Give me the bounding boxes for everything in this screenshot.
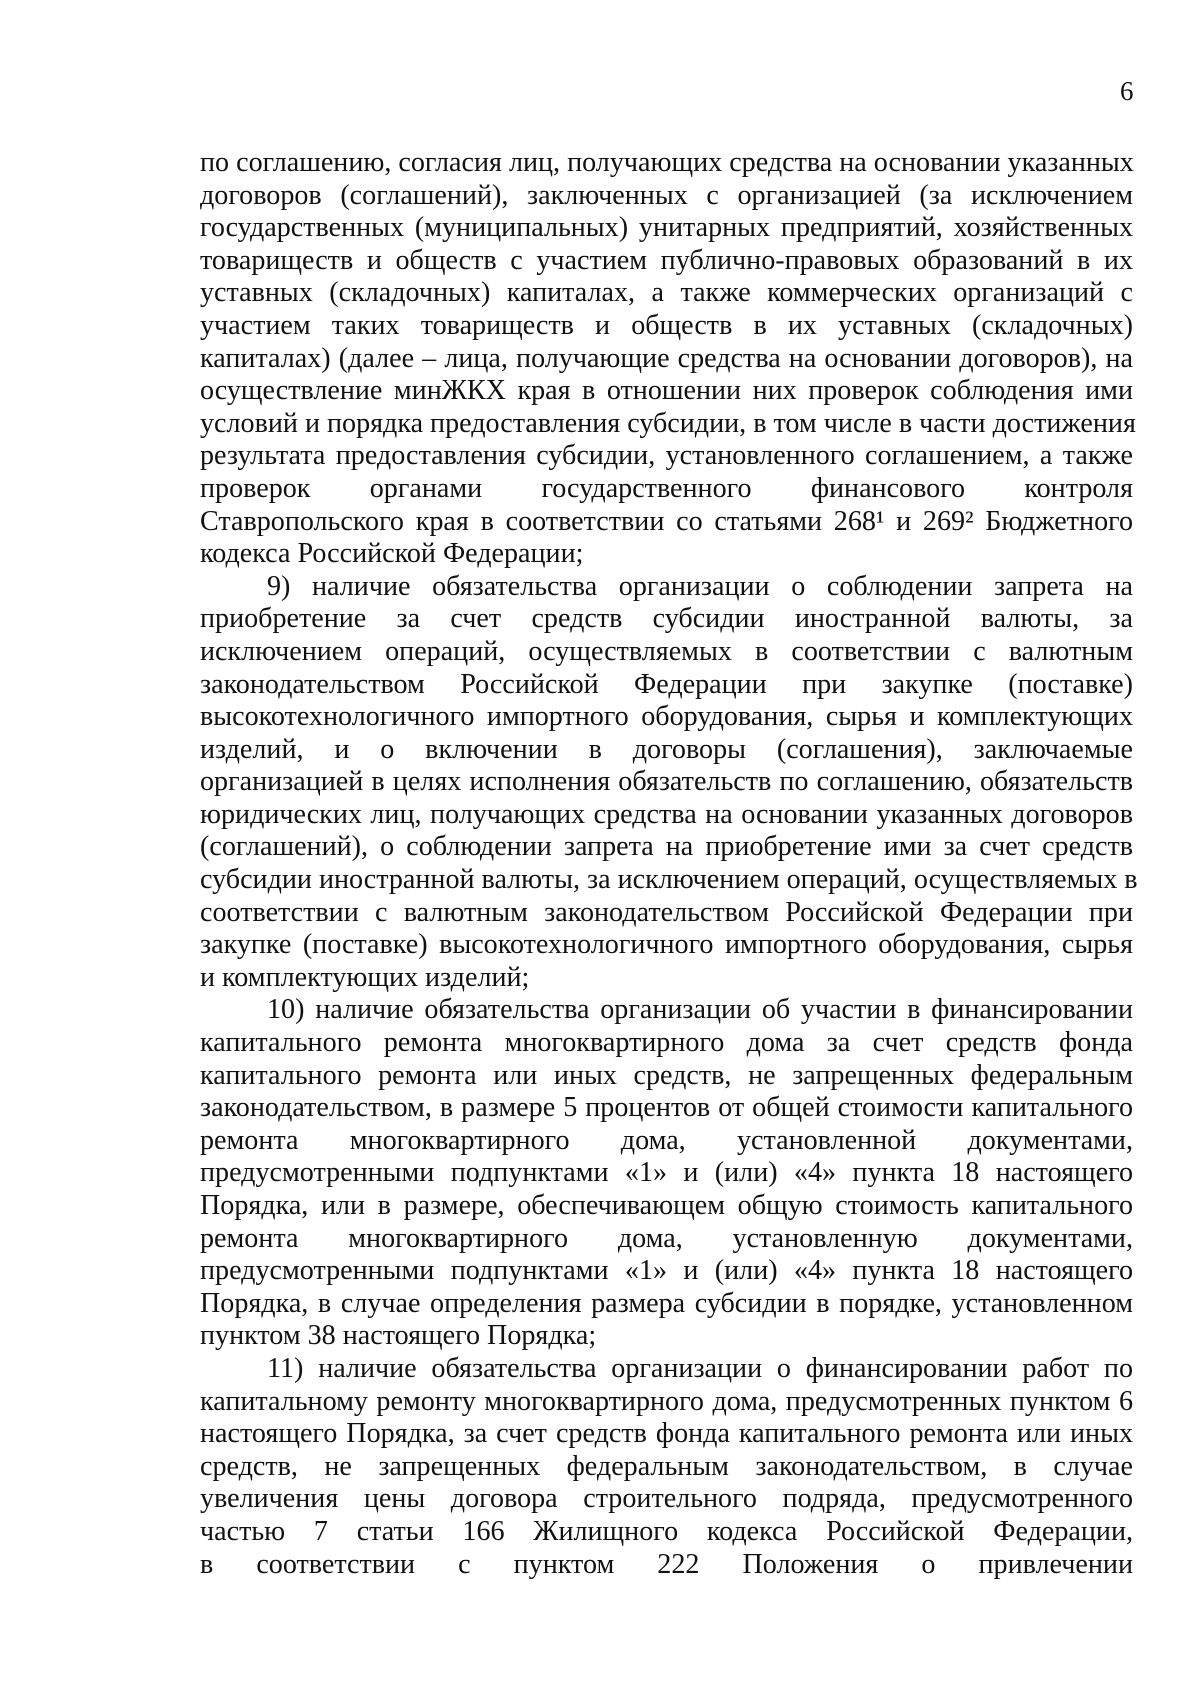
text-line: капитальному ремонту многоквартирного дома, предусмотренных пунктом 6	[200, 1385, 1133, 1417]
text-line: соответствии с валютным законодательством Российской Федерации при	[200, 896, 1133, 928]
text-line: товариществ и обществ с участием публично-правовых образований в их	[200, 244, 1133, 276]
text-line: уставных (складочных) капиталах, а также коммерческих организаций с	[200, 277, 1133, 309]
document-body	[200, 147, 1138, 1581]
text-line: капитального ремонта многоквартирного дома за счет средств фонда	[200, 1027, 1133, 1059]
text-line: юридических лиц, получающих средства на основании указанных договоров	[200, 798, 1133, 830]
text-line: ремонта многоквартирного дома, установленной документами,	[200, 1124, 1133, 1156]
text-line: осуществление минЖКХ края в отношении них проверок соблюдения ими	[200, 375, 1133, 407]
text-line: капиталах) (далее – лица, получающие средства на основании договоров), на	[200, 342, 1133, 374]
text-line: субсидии иностранной валюты, за исключением операций, осуществляемых в	[200, 864, 1138, 896]
text-line: Порядка, в случае определения размера субсидии в порядке, установленном	[200, 1287, 1133, 1319]
text-line: в соответствии с пунктом 222 Положения о привлечении	[200, 1548, 1133, 1580]
text-line: по соглашению, согласия лиц, получающих средства на основании указанных	[200, 147, 1134, 178]
text-line: исключением операций, осуществляемых в соответствии с валютным	[200, 635, 1133, 667]
text-line: государственных (муниципальных) унитарных предприятий, хозяйственных	[200, 212, 1133, 244]
text-line: капитального ремонта или иных средств, не запрещенных федеральным	[200, 1059, 1133, 1091]
text-line: Ставропольского края в соответствии со статьями 268¹ и 269² Бюджетного	[200, 505, 1133, 537]
text-line: условий и порядка предоставления субсидии, в том числе в части достижения	[200, 407, 1136, 439]
text-line: проверок органами государственного финансового контроля	[200, 472, 1133, 504]
text-line: частью 7 статьи 166 Жилищного кодекса Российской Федерации,	[200, 1515, 1133, 1547]
text-line: участием таких товариществ и обществ в их уставных (складочных)	[200, 309, 1133, 341]
text-line: кодекса Российской Федерации;	[200, 538, 584, 570]
text-line: и комплектующих изделий;	[200, 961, 530, 993]
text-line: результата предоставления субсидии, установленного соглашением, а также	[200, 440, 1133, 472]
text-line: Порядка, или в размере, обеспечивающем общую стоимость капитального	[200, 1190, 1133, 1221]
paragraph-first-line: 11) наличие обязательства организации о финансировании работ по	[267, 1352, 1133, 1384]
text-line: средств, не запрещенных федеральным законодательством, в случае	[200, 1450, 1133, 1482]
text-line: изделий, и о включении в договоры (соглашения), заключаемые	[200, 733, 1133, 765]
text-line: договоров (соглашений), заключенных с организацией (за исключением	[200, 179, 1133, 211]
text-line: высокотехнологичного импортного оборудования, сырья и комплектующих	[200, 701, 1133, 733]
text-line: ремонта многоквартирного дома, установленную документами,	[200, 1222, 1133, 1254]
paragraph-first-line: 10) наличие обязательства организации об участии в финансировании	[267, 994, 1133, 1026]
text-line: увеличения цены договора строительного подряда, предусмотренного	[200, 1483, 1133, 1515]
text-line: предусмотренными подпунктами «1» и (или) «4» пункта 18 настоящего	[200, 1157, 1133, 1189]
text-line: приобретение за счет средств субсидии иностранной валюты, за	[200, 603, 1133, 635]
text-line: законодательством, в размере 5 процентов от общей стоимости капитального	[200, 1092, 1133, 1124]
text-line: (соглашений), о соблюдении запрета на приобретение ими за счет средств	[200, 831, 1133, 863]
text-line: предусмотренными подпунктами «1» и (или) «4» пункта 18 настоящего	[200, 1255, 1133, 1287]
text-line: закупке (поставке) высокотехнологичного импортного оборудования, сырья	[200, 929, 1133, 961]
text-line: настоящего Порядка, за счет средств фонда капитального ремонта или иных	[200, 1418, 1133, 1450]
text-line: пунктом 38 настоящего Порядка;	[200, 1320, 597, 1352]
text-line: законодательством Российской Федерации при закупке (поставке)	[200, 668, 1133, 700]
text-line: организацией в целях исполнения обязательств по соглашению, обязательств	[200, 766, 1133, 798]
paragraph-first-line: 9) наличие обязательства организации о соблюдении запрета на	[267, 570, 1133, 602]
page-number: 6	[1120, 76, 1134, 106]
